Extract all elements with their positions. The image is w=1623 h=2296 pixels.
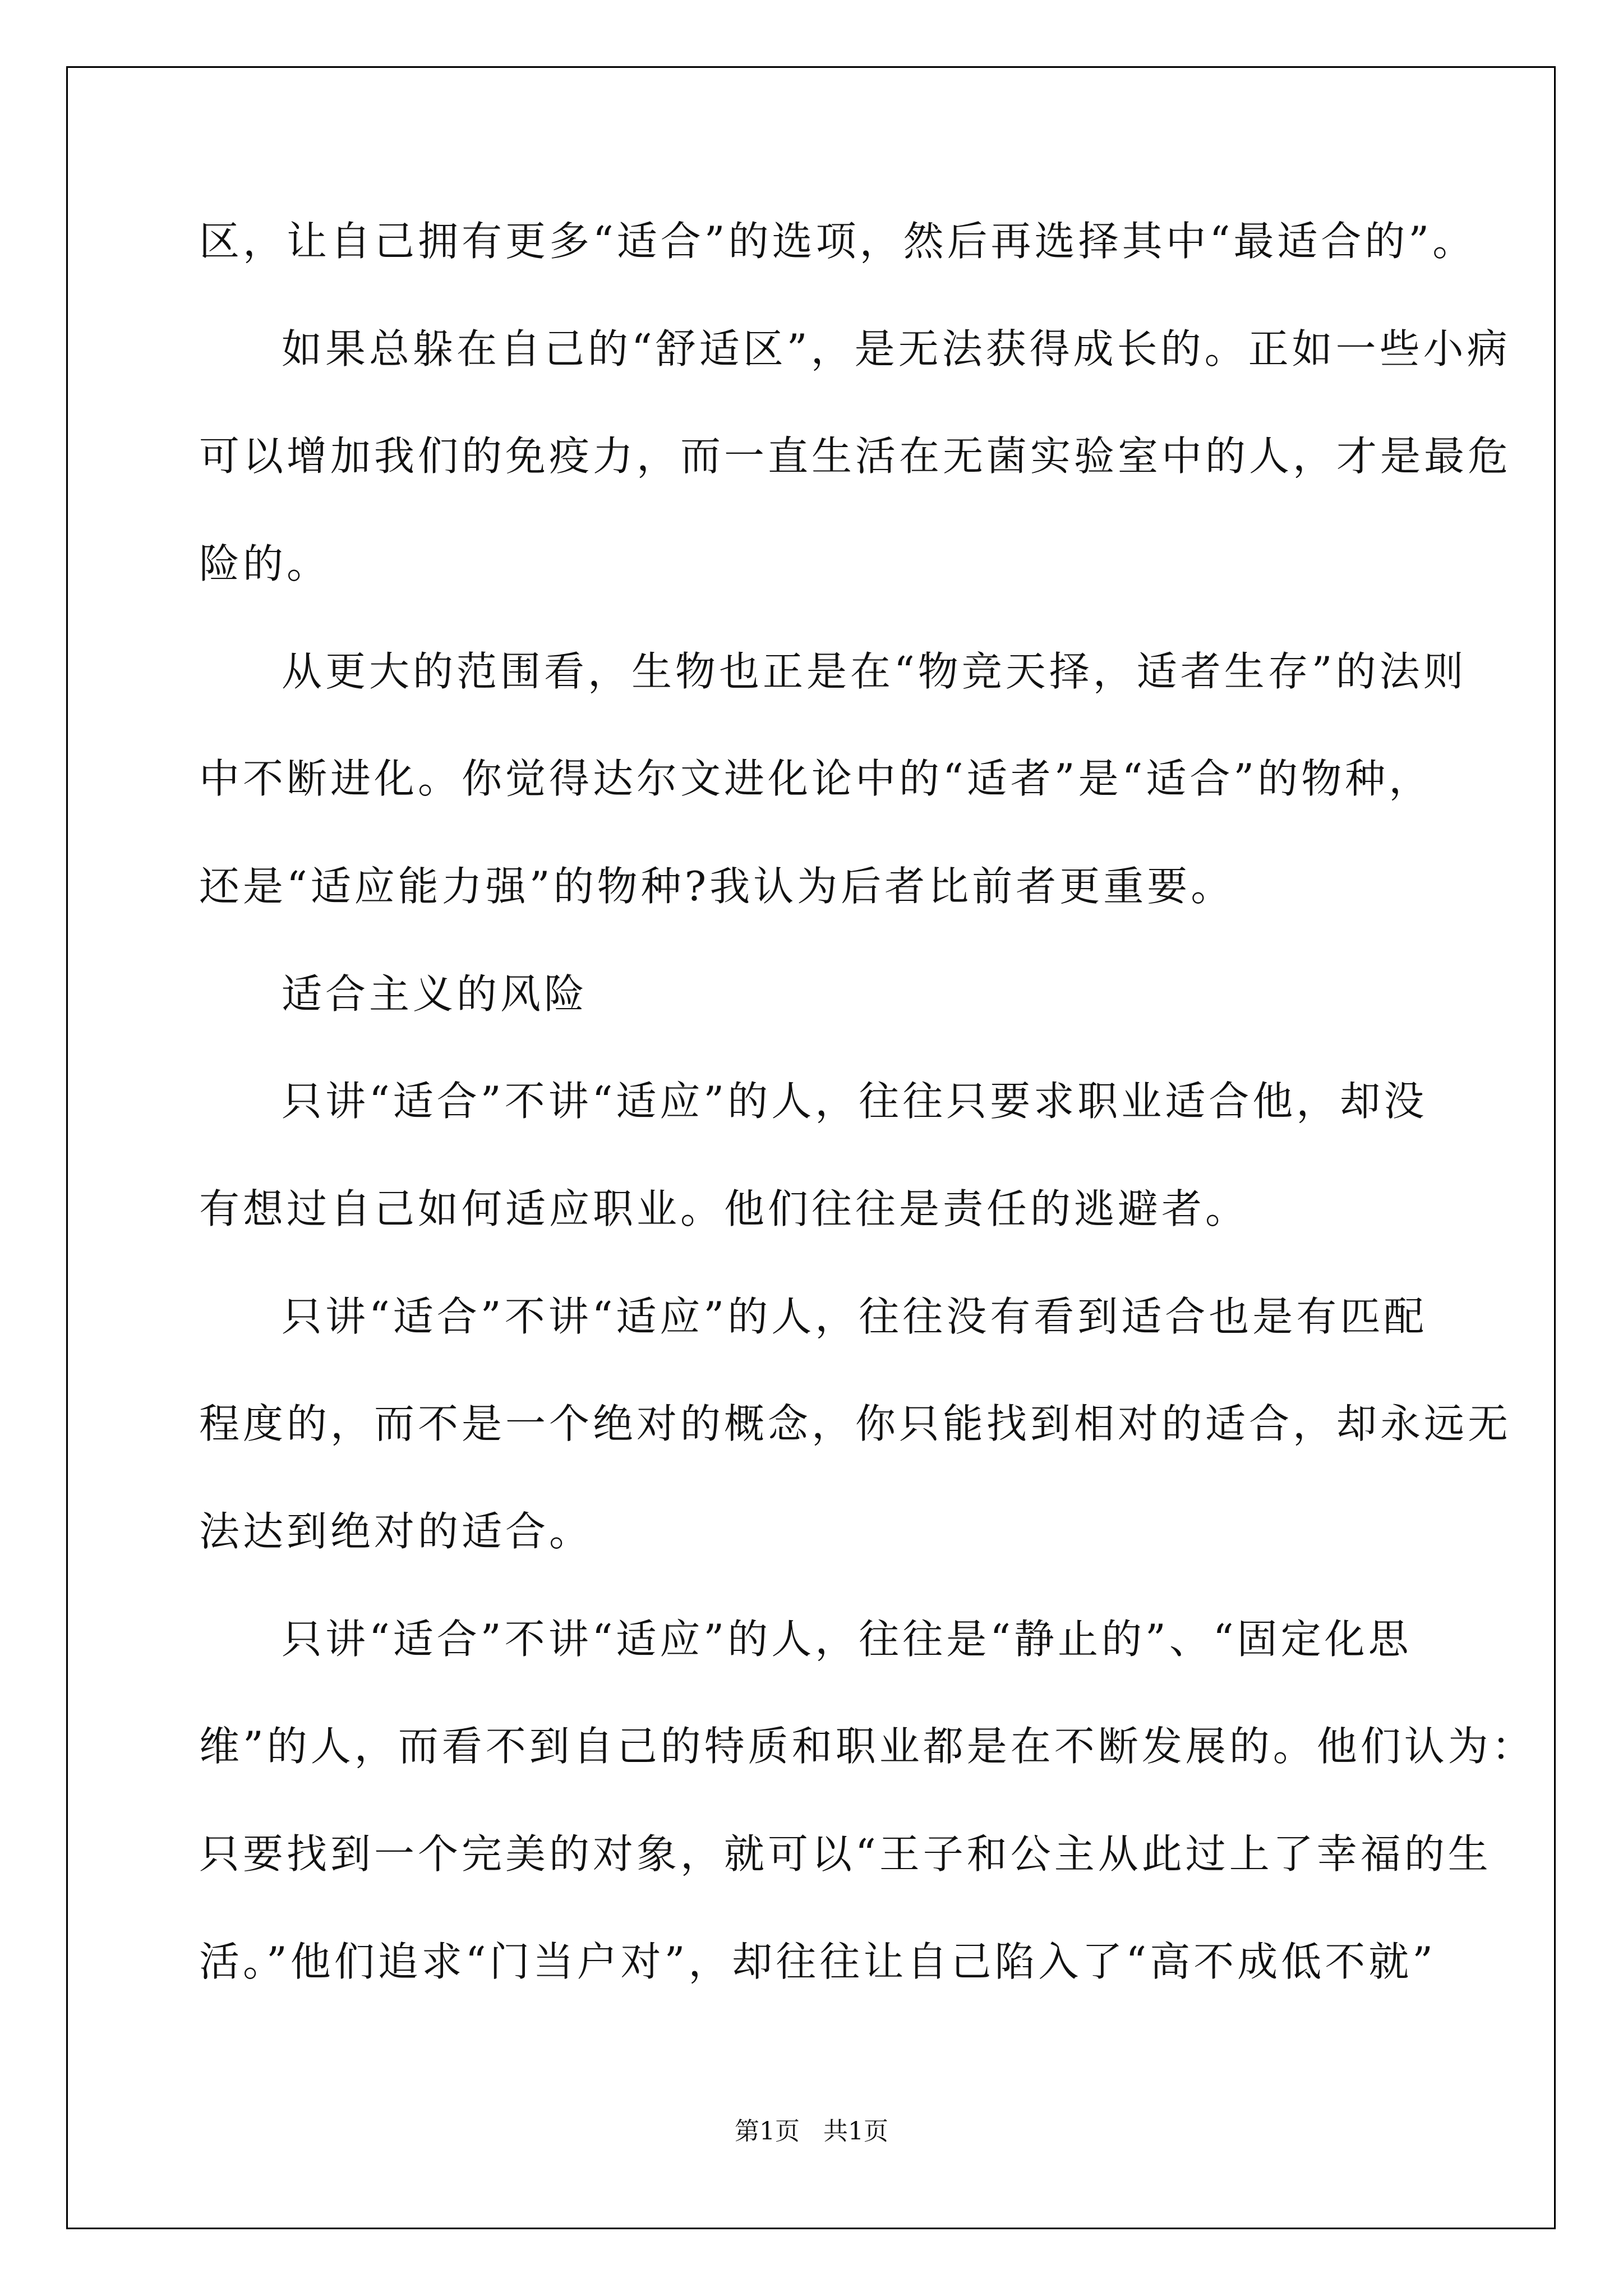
text-line-1: 区，让自己拥有更多“适合”的选项，然后再选择其中“最适合的”。 — [199, 218, 1477, 265]
text-line-12: 程度的，而不是一个绝对的概念，你只能找到相对的适合，却永远无 — [199, 1400, 1512, 1447]
text-line-4: 险的。 — [199, 540, 331, 587]
text-line-15: 维”的人，而看不到自己的特质和职业都是在不断发展的。他们认为： — [199, 1723, 1536, 1770]
text-line-2: 如果总躲在自己的“舒适区”，是无法获得成长的。正如一些小病 — [282, 325, 1511, 372]
text-line-9: 只讲“适合”不讲“适应”的人，往往只要求职业适合他，却没 — [282, 1078, 1428, 1125]
text-line-6: 中不断进化。你觉得达尔文进化论中的“适者”是“适合”的物种， — [199, 755, 1433, 802]
page-number: 第1页 — [735, 2117, 800, 2146]
text-line-17: 活。”他们追求“门当户对”，却往往让自己陷入了“高不成低不就” — [199, 1938, 1437, 1985]
text-line-16: 只要找到一个完美的对象，就可以“王子和公主从此过上了幸福的生 — [199, 1830, 1492, 1878]
page-footer — [0, 2115, 1623, 2148]
text-line-5: 从更大的范围看，生物也正是在“物竞天择，适者生存”的法则 — [282, 648, 1467, 695]
page-frame — [66, 66, 1556, 2229]
text-line-13: 法达到绝对的适合。 — [199, 1508, 593, 1555]
page-total: 共1页 — [823, 2117, 888, 2146]
text-line-3: 可以增加我们的免疫力，而一直生活在无菌实验室中的人，才是最危 — [199, 432, 1512, 480]
text-line-14: 只讲“适合”不讲“适应”的人，往往是“静止的”、“固定化思 — [282, 1616, 1412, 1663]
text-line-7: 还是“适应能力强”的物种?我认为后者比前者更重要。 — [199, 863, 1235, 910]
text-line-11: 只讲“适合”不讲“适应”的人，往往没有看到适合也是有匹配 — [282, 1293, 1428, 1340]
section-heading: 适合主义的风险 — [282, 970, 588, 1018]
text-line-10: 有想过自己如何适应职业。他们往往是责任的逃避者。 — [199, 1185, 1249, 1232]
